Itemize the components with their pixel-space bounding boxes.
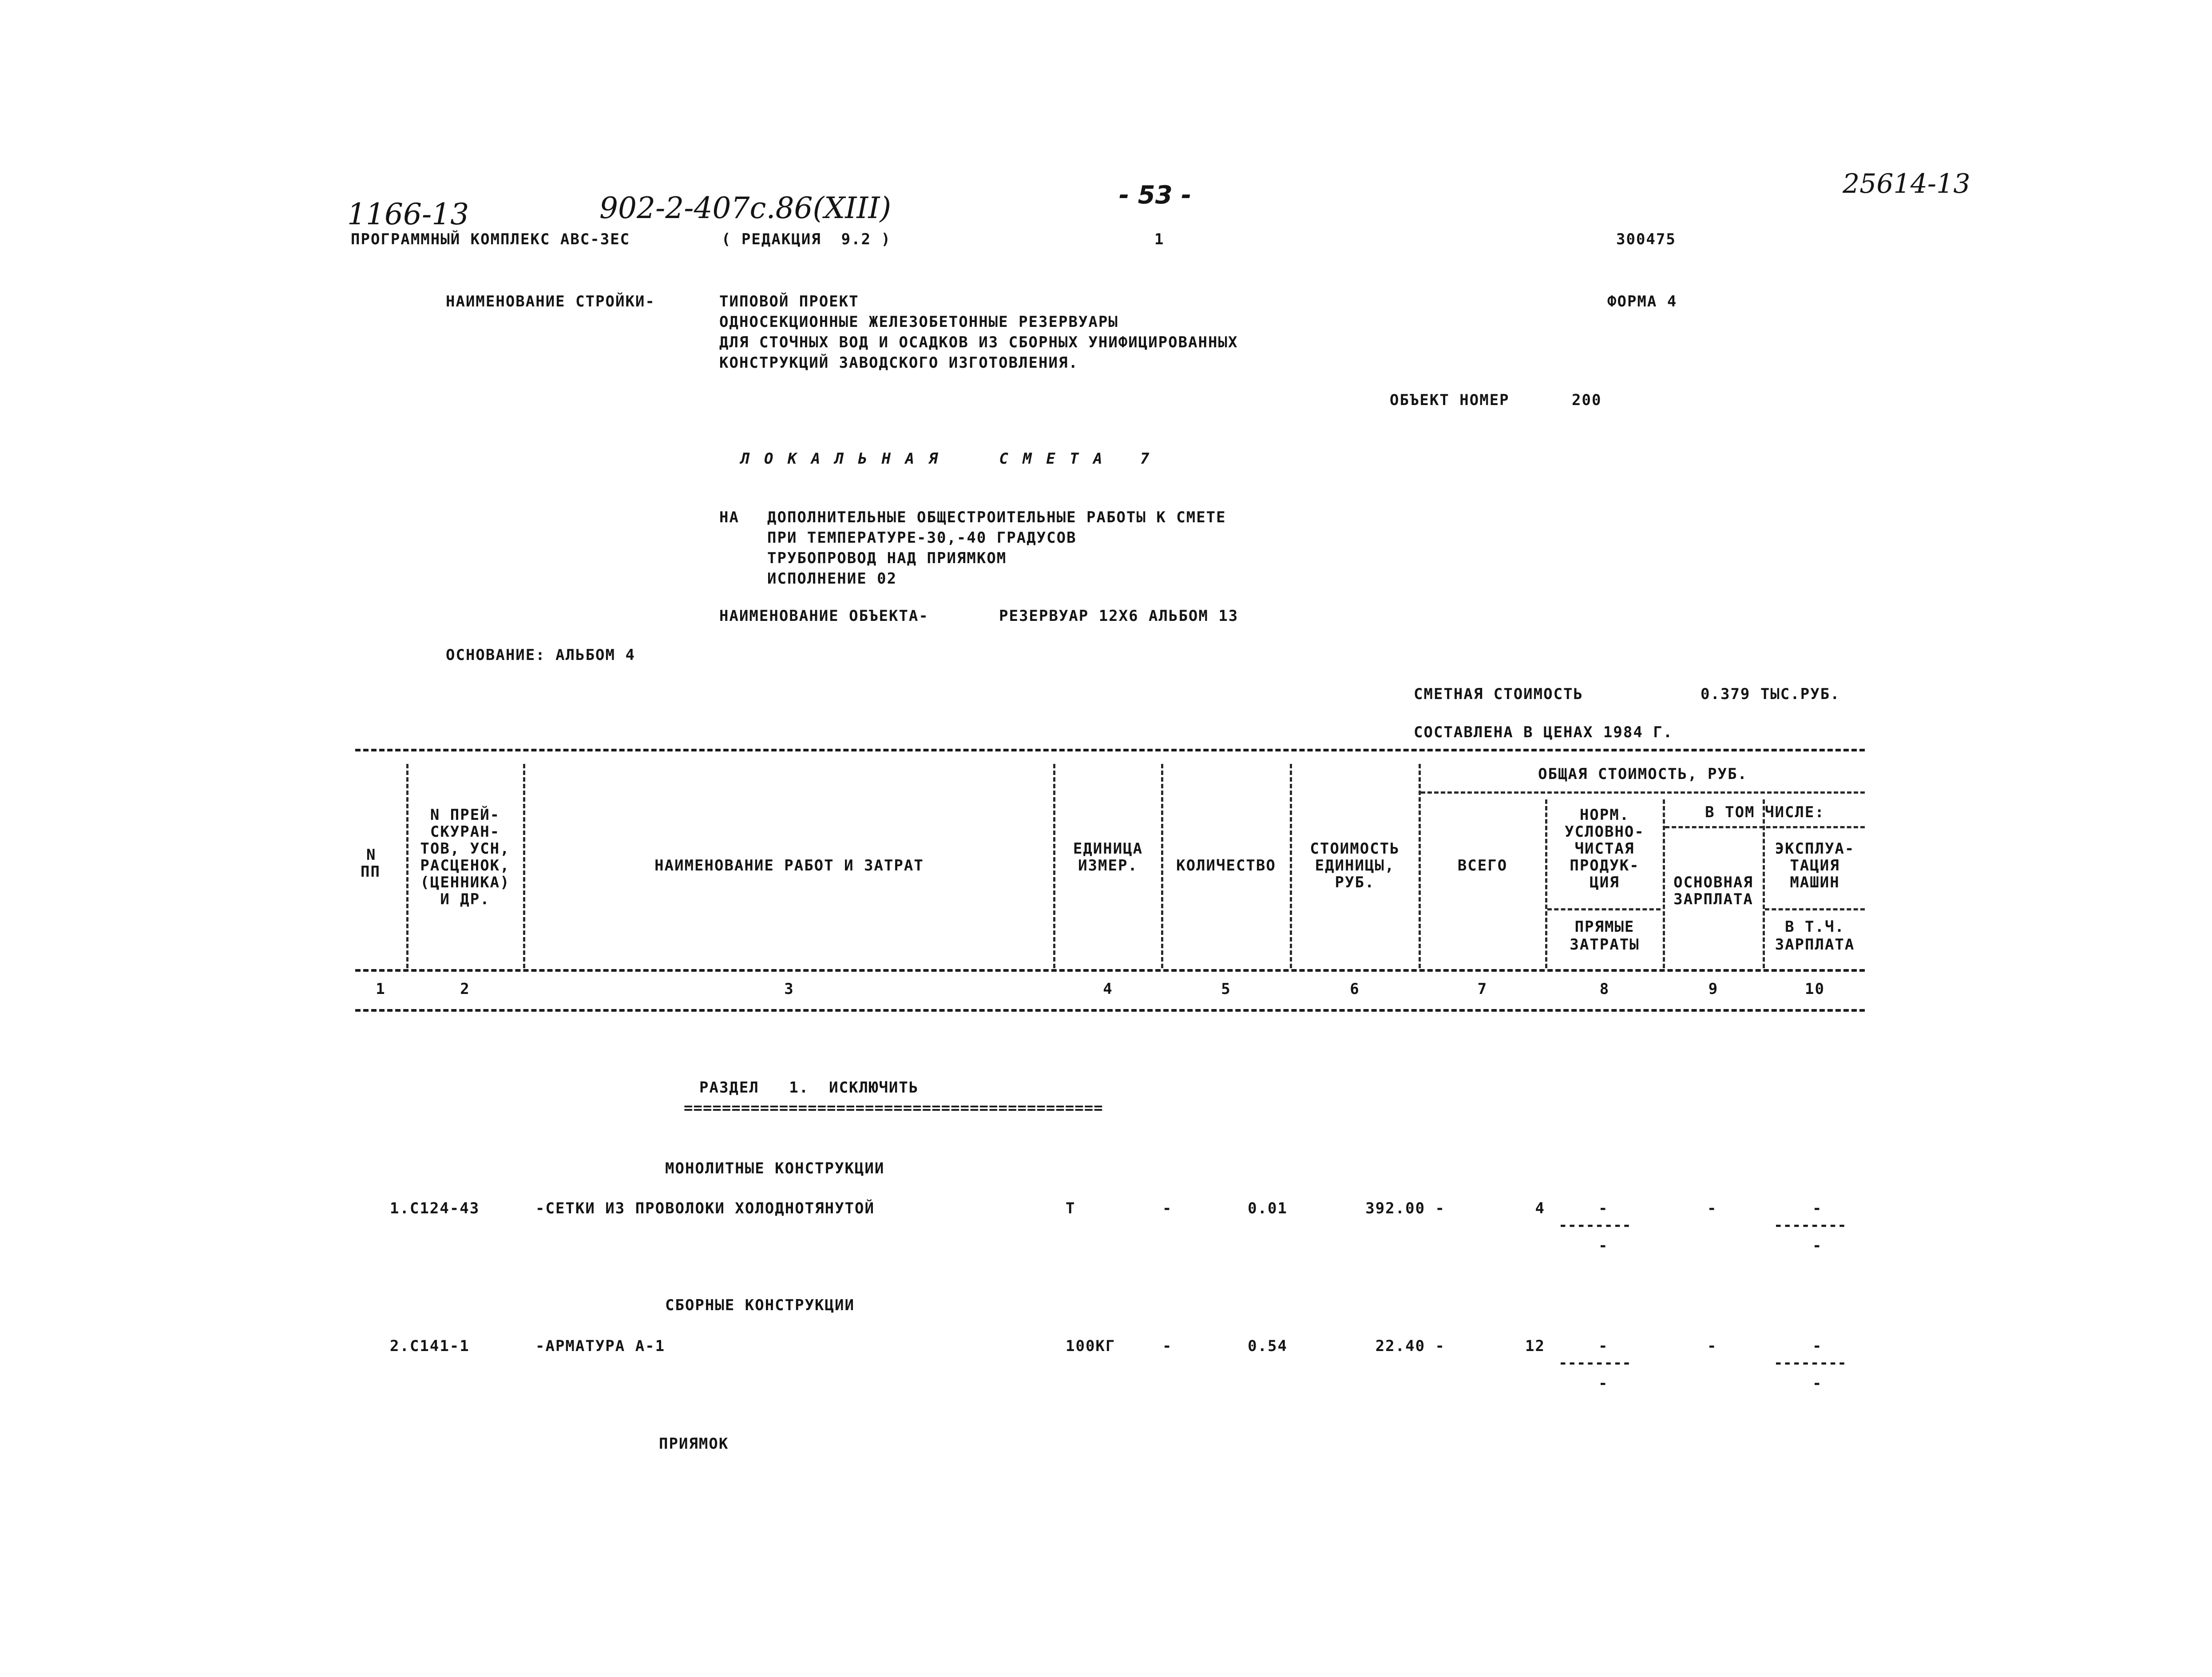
- purpose-line-4: ИСПОЛНЕНИЕ 02: [767, 570, 897, 588]
- header-norm-4: ПРОДУК-: [1570, 857, 1640, 874]
- header-price-2: ЕДИНИЦЫ,: [1315, 857, 1395, 874]
- row-total: 4: [1535, 1200, 1545, 1217]
- column-separator-3: [1053, 764, 1055, 968]
- header-code-1: N ПРЕЙ-: [430, 806, 500, 824]
- row-unit-price: 22.40 -: [1375, 1337, 1445, 1355]
- header-machines-2: ТАЦИЯ: [1790, 857, 1840, 874]
- row-quantity: 0.54: [1248, 1337, 1288, 1355]
- header-salary-1: ОСНОВНАЯ: [1673, 874, 1753, 891]
- header-including: В ТОМ ЧИСЛЕ:: [1705, 803, 1825, 821]
- column-number-1: 1: [376, 980, 386, 998]
- cost-value: 0.379 ТЫС.РУБ.: [1701, 685, 1840, 703]
- group-title-precast: СБОРНЫЕ КОНСТРУКЦИИ: [665, 1296, 855, 1314]
- object-name-value: РЕЗЕРВУАР 12Х6 АЛЬБОМ 13: [999, 607, 1239, 625]
- table-top-rule: [355, 749, 1865, 751]
- header-norm-1: НОРМ.: [1579, 806, 1630, 824]
- header-total-group: ОБЩАЯ СТОИМОСТЬ, РУБ.: [1538, 765, 1748, 783]
- header-code-2: СКУРАН-: [430, 823, 500, 841]
- row-norm-direct: -: [1598, 1237, 1609, 1255]
- row-machines-dashes: --------: [1774, 1354, 1847, 1372]
- row-machines: -: [1812, 1337, 1823, 1355]
- construction-label: НАИМЕНОВАНИЕ СТРОЙКИ-: [446, 293, 655, 310]
- header-total: ВСЕГО: [1457, 857, 1508, 874]
- row-norm-dashes: --------: [1558, 1216, 1631, 1234]
- header-direct-1: ПРЯМЫЕ: [1574, 918, 1635, 936]
- column-number-5: 5: [1221, 980, 1231, 998]
- sheet-number: 1: [1154, 230, 1165, 248]
- row-mark: -: [1162, 1337, 1173, 1355]
- handwritten-project-code: 902-2-407c.86(XIII): [599, 191, 892, 225]
- handwritten-right-code: 25614-13: [1843, 168, 1970, 199]
- row-unit-price: 392.00 -: [1365, 1200, 1445, 1217]
- estimate-title: Л О К А Л Ь Н А Я С М Е Т А 7: [741, 450, 1152, 468]
- column-number-7: 7: [1477, 980, 1488, 998]
- machines-salary-rule: [1765, 908, 1865, 910]
- header-quantity: КОЛИЧЕСТВО: [1176, 857, 1276, 874]
- group-title-pit: ПРИЯМОК: [659, 1435, 729, 1453]
- column-number-6: 6: [1350, 980, 1360, 998]
- section-title: РАЗДЕЛ 1. ИСКЛЮЧИТЬ: [699, 1079, 919, 1097]
- column-number-3: 3: [784, 980, 794, 998]
- row-norm: -: [1598, 1337, 1609, 1355]
- column-number-8: 8: [1599, 980, 1610, 998]
- revision: ( РЕДАКЦИЯ 9.2 ): [721, 230, 891, 248]
- header-machines-3: МАШИН: [1790, 874, 1840, 891]
- row-salary: -: [1707, 1337, 1717, 1355]
- column-number-10: 10: [1805, 980, 1825, 998]
- column-number-2: 2: [460, 980, 470, 998]
- header-direct-2: ЗАТРАТЫ: [1570, 936, 1640, 954]
- row-salary: -: [1707, 1200, 1717, 1217]
- price-level: СОСТАВЛЕНА В ЦЕНАХ 1984 Г.: [1414, 723, 1673, 741]
- construction-line-2: ОДНОСЕКЦИОННЫЕ ЖЕЛЕЗОБЕТОННЫЕ РЕЗЕРВУАРЫ: [719, 313, 1118, 331]
- table-header-bottom-rule: [355, 969, 1865, 972]
- group-title-monolithic: МОНОЛИТНЫЕ КОНСТРУКЦИИ: [665, 1160, 885, 1177]
- purpose-prefix: НА: [719, 509, 739, 526]
- page-number: - 53 -: [1119, 181, 1192, 210]
- column-separator-2: [523, 764, 525, 968]
- header-norm-5: ЦИЯ: [1590, 874, 1620, 891]
- row-code: 1.С124-43: [390, 1200, 480, 1217]
- header-code-4: РАСЦЕНОК,: [420, 857, 510, 874]
- header-salary-2: ЗАРПЛАТА: [1673, 890, 1753, 908]
- row-machines: -: [1812, 1200, 1823, 1217]
- purpose-line-3: ТРУБОПРОВОД НАД ПРИЯМКОМ: [767, 549, 1007, 567]
- row-name: -АРМАТУРА А-1: [535, 1337, 666, 1355]
- header-machines-1: ЭКСПЛУА-: [1775, 840, 1855, 858]
- header-price-1: СТОИМОСТЬ: [1310, 840, 1400, 858]
- row-machines-salary: -: [1812, 1375, 1823, 1392]
- basis: ОСНОВАНИЕ: АЛЬБОМ 4: [446, 646, 635, 664]
- norm-direct-rule: [1547, 908, 1661, 910]
- header-unit-2: ИЗМЕР.: [1078, 857, 1138, 874]
- header-num-1: N: [366, 846, 377, 864]
- row-quantity: 0.01: [1248, 1200, 1288, 1217]
- handwritten-left-code: 1166-13: [347, 197, 469, 231]
- total-group-rule: [1421, 791, 1865, 794]
- row-norm-direct: -: [1598, 1375, 1609, 1392]
- cost-label: СМЕТНАЯ СТОИМОСТЬ: [1414, 685, 1583, 703]
- row-unit: Т: [1066, 1200, 1076, 1217]
- object-label: ОБЪЕКТ НОМЕР: [1390, 391, 1510, 409]
- header-price-3: РУБ.: [1335, 874, 1375, 891]
- header-work-name: НАИМЕНОВАНИЕ РАБОТ И ЗАТРАТ: [654, 857, 924, 874]
- document-number: 300475: [1616, 230, 1676, 248]
- row-unit: 100КГ: [1066, 1337, 1116, 1355]
- purpose-line-2: ПРИ ТЕМПЕРАТУРЕ-30,-40 ГРАДУСОВ: [767, 529, 1077, 547]
- row-total: 12: [1525, 1337, 1545, 1355]
- object-number: 200: [1572, 391, 1602, 409]
- form-number: ФОРМА 4: [1607, 293, 1677, 310]
- row-machines-dashes: --------: [1774, 1216, 1847, 1234]
- incl-group-rule: [1665, 826, 1865, 828]
- section-underline: ============================================: [684, 1099, 1103, 1117]
- header-machines-salary-2: ЗАРПЛАТА: [1775, 936, 1855, 954]
- row-mark: -: [1162, 1200, 1173, 1217]
- program-name: ПРОГРАММНЫЙ КОМПЛЕКС АВС-3ЕС: [351, 230, 630, 248]
- header-code-5: (ЦЕННИКА): [420, 874, 510, 891]
- header-code-6: И ДР.: [440, 890, 490, 908]
- row-name: -СЕТКИ ИЗ ПРОВОЛОКИ ХОЛОДНОТЯНУТОЙ: [535, 1200, 875, 1217]
- construction-line-1: ТИПОВОЙ ПРОЕКТ: [719, 293, 859, 310]
- row-norm: -: [1598, 1200, 1609, 1217]
- purpose-line-1: ДОПОЛНИТЕЛЬНЫЕ ОБЩЕСТРОИТЕЛЬНЫЕ РАБОТЫ К СМЕТЕ: [767, 509, 1226, 526]
- construction-line-4: КОНСТРУКЦИЙ ЗАВОДСКОГО ИЗГОТОВЛЕНИЯ.: [719, 354, 1078, 372]
- construction-line-3: ДЛЯ СТОЧНЫХ ВОД И ОСАДКОВ ИЗ СБОРНЫХ УНИФИЦИРОВАННЫХ: [719, 334, 1238, 351]
- row-code: 2.С141-1: [390, 1337, 470, 1355]
- object-name-label: НАИМЕНОВАНИЕ ОБЪЕКТА-: [719, 607, 929, 625]
- header-unit-1: ЕДИНИЦА: [1073, 840, 1143, 858]
- header-num-2: ПП: [361, 863, 381, 881]
- header-norm-2: УСЛОВНО-: [1565, 823, 1645, 841]
- row-machines-salary: -: [1812, 1237, 1823, 1255]
- column-number-4: 4: [1103, 980, 1113, 998]
- column-number-9: 9: [1708, 980, 1719, 998]
- row-norm-dashes: --------: [1558, 1354, 1631, 1372]
- column-numbers-bottom-rule: [355, 1009, 1865, 1012]
- header-code-3: ТОВ, УСН,: [420, 840, 510, 858]
- header-machines-salary-1: В Т.Ч.: [1785, 918, 1845, 936]
- header-norm-3: ЧИСТАЯ: [1574, 840, 1635, 858]
